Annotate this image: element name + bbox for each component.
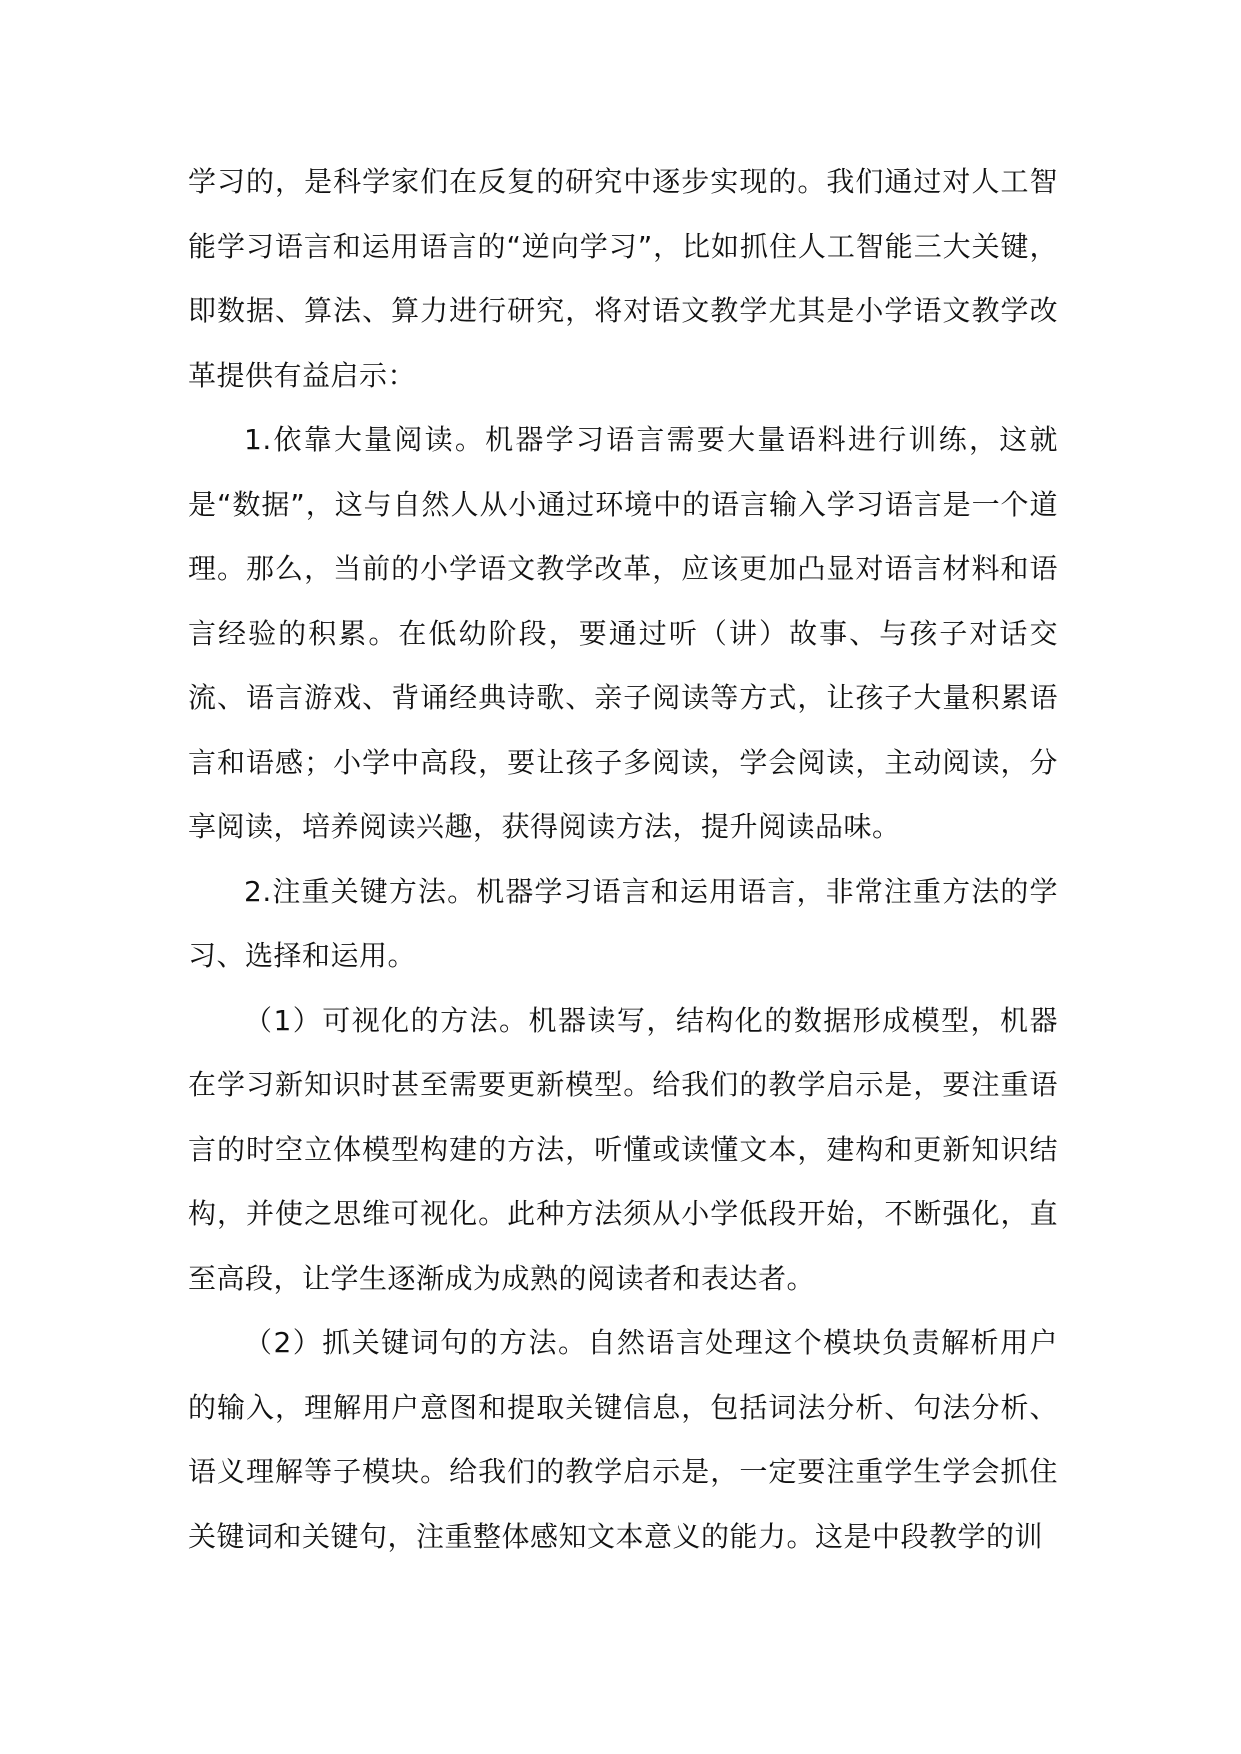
paragraph-5: （2）抓关键词句的方法。自然语言处理这个模块负责解析用户的输入，理解用户意图和提取关键信息，包括词法分析、句法分析、语义理解等子模块。给我们的教学启示是，一定要注重学生学会抓住关键词和关键句，注重整体感知文本意义的能力。这是中段教学的训 [188,1326,1058,1553]
paragraph-4: （1）可视化的方法。机器读写，结构化的数据形成模型，机器在学习新知识时甚至需要更新模型。给我们的教学启示是，要注重语言的时空立体模型构建的方法，听懂或读懂文本，建构和更新知识结构，并使之思维可视化。此种方法须从小学低段开始，不断强化，直至高段，让学生逐渐成为成熟的阅读者和表达者。 [188,1003,1058,1295]
paragraph-3: 2.注重关键方法。机器学习语言和运用语言，非常注重方法的学习、选择和运用。 [188,874,1058,972]
paragraph-1: 学习的，是科学家们在反复的研究中逐步实现的。我们通过对人工智能学习语言和运用语言的“逆向学习”，比如抓住人工智能三大关键，即数据、算法、算力进行研究，将对语文教学尤其是小学语文教学改革提供有益启示： [188,165,1058,392]
paragraph-2: 1.依靠大量阅读。机器学习语言需要大量语料进行训练，这就是“数据”，这与自然人从小通过环境中的语言输入学习语言是一个道理。那么，当前的小学语文教学改革，应该更加凸显对语言材料和语言经验的积累。在低幼阶段，要通过听（讲）故事、与孩子对话交流、语言游戏、背诵经典诗歌、亲子阅读等方式，让孩子大量积累语言和语感；小学中高段，要让孩子多阅读，学会阅读，主动阅读，分享阅读，培养阅读兴趣，获得阅读方法，提升阅读品味。 [188,423,1058,843]
body-text [188,150,1058,1569]
